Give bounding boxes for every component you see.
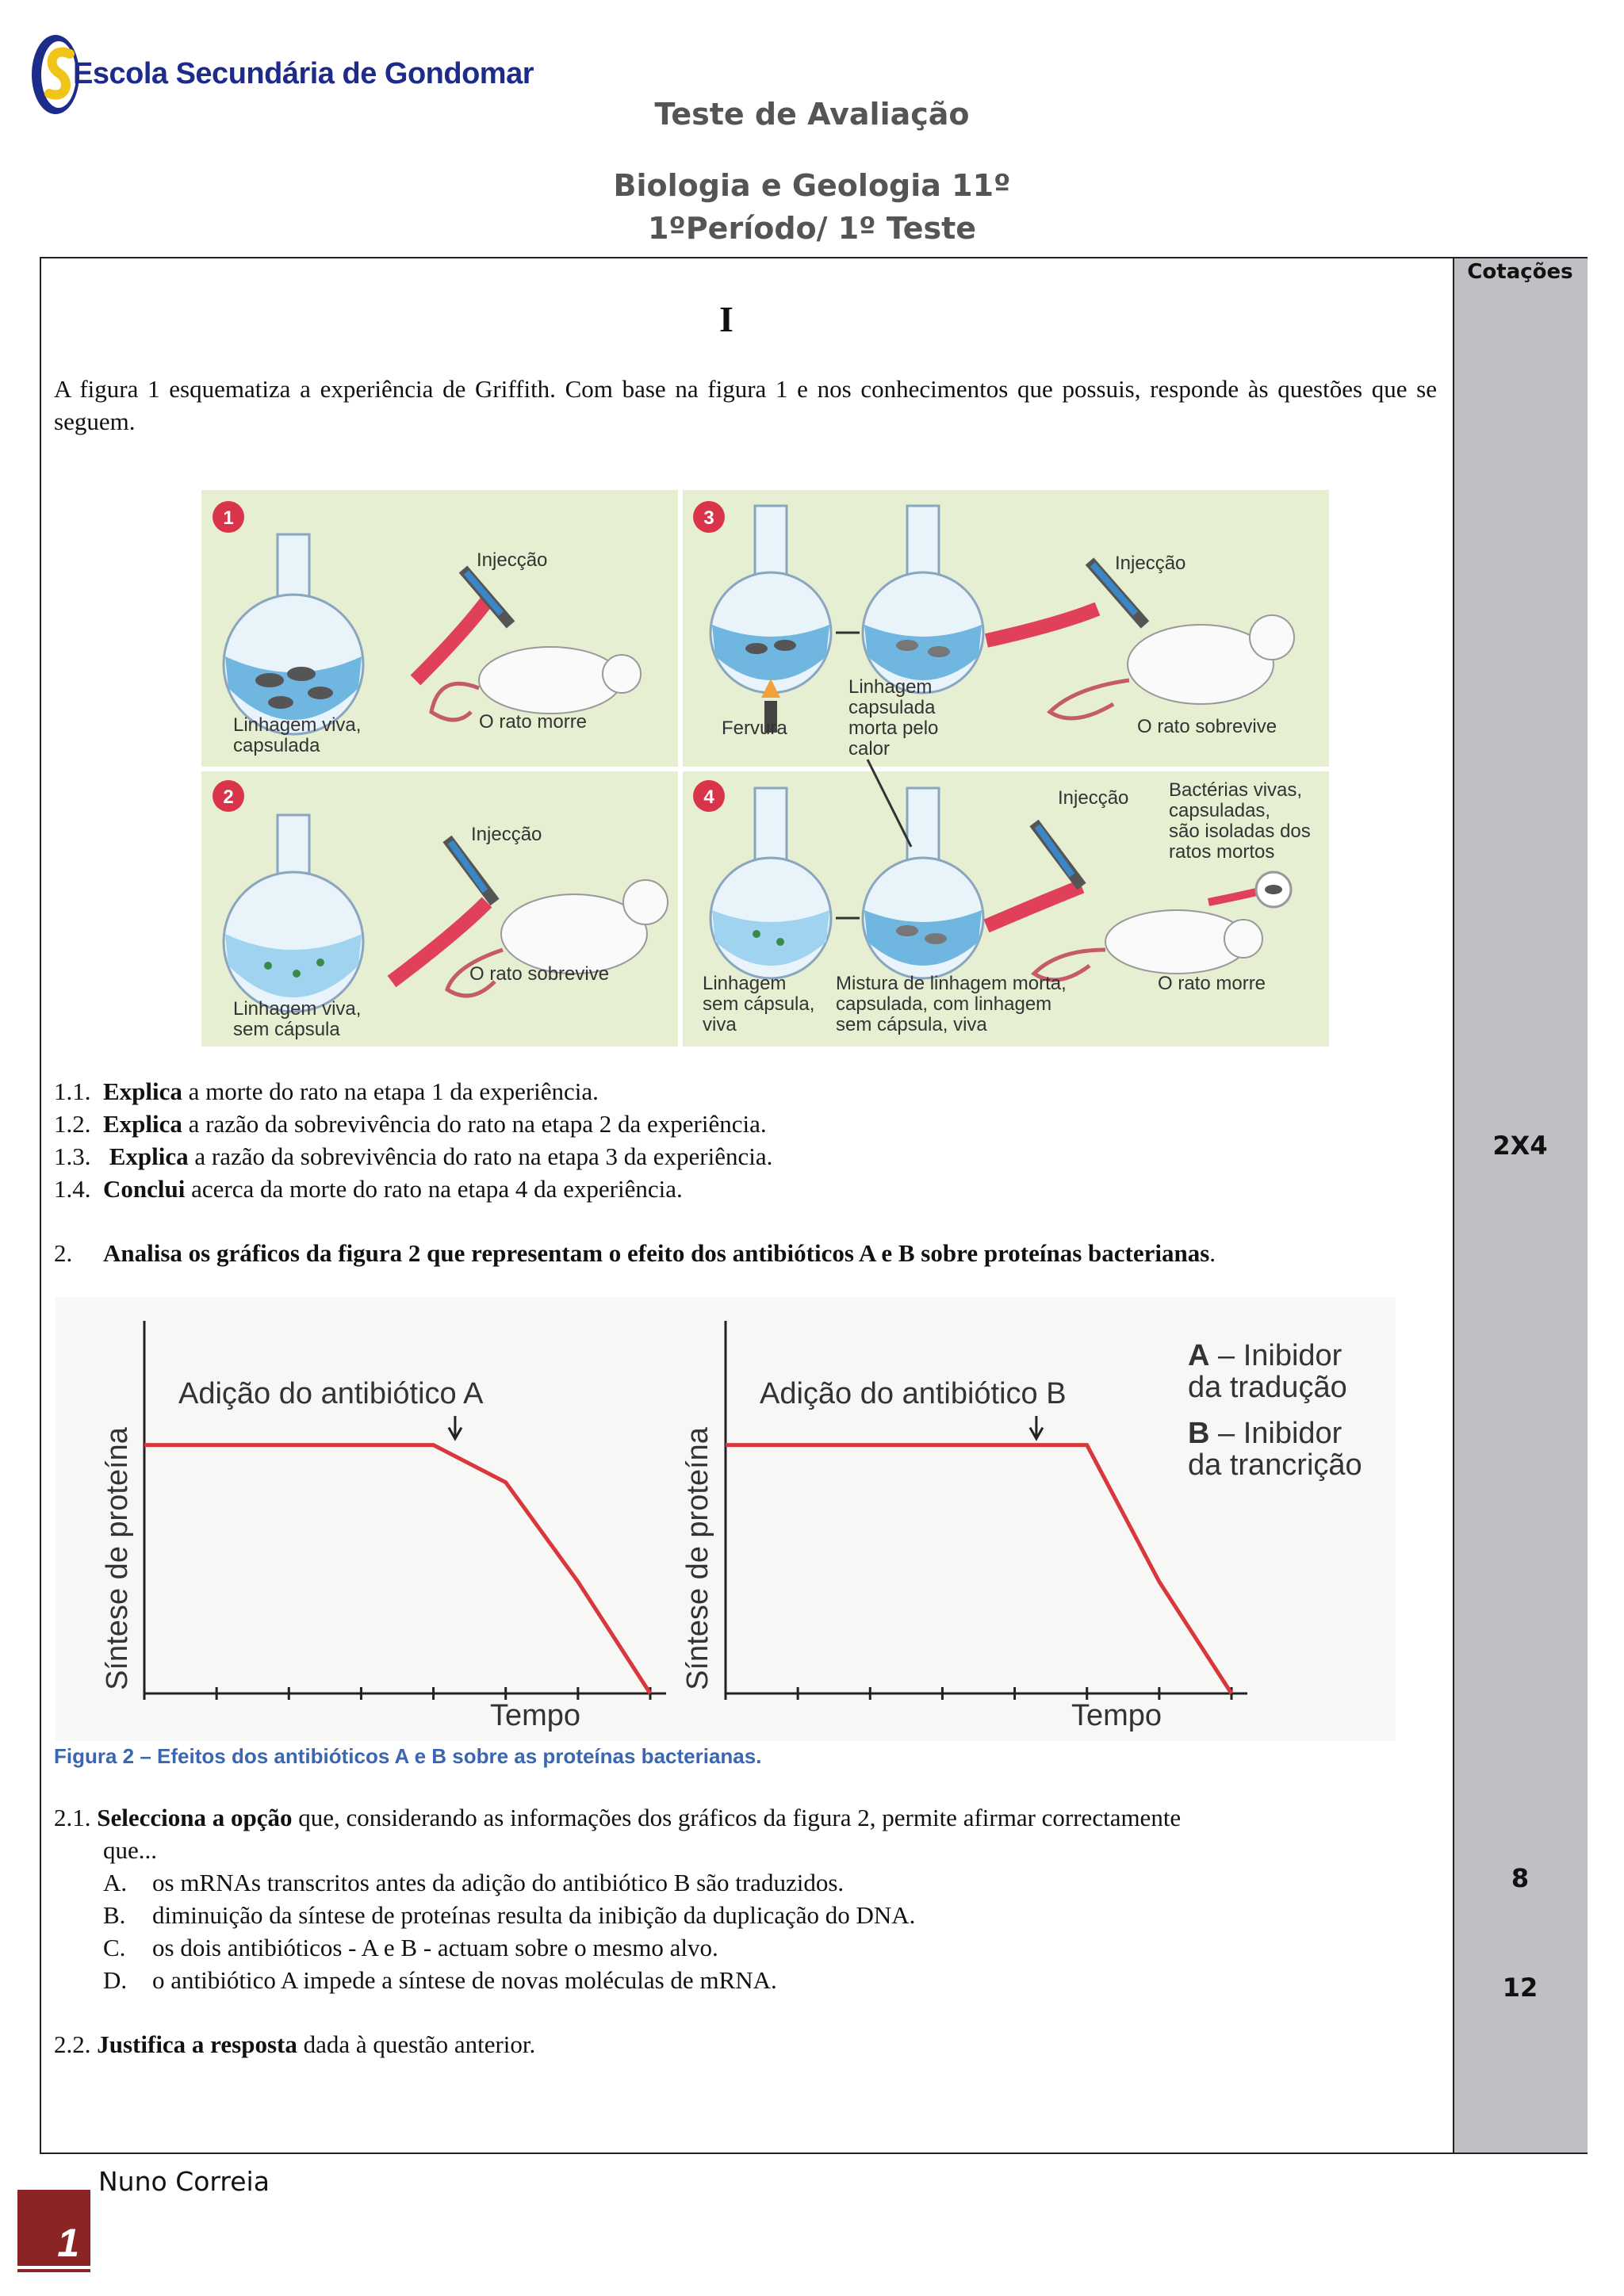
question-verb: Explica <box>103 1077 182 1105</box>
cotacao-q2-1: 8 <box>1511 1863 1530 1893</box>
chart-a-xlabel: Tempo <box>489 1699 581 1732</box>
question-number: 1.3. <box>54 1142 91 1170</box>
p4-strain-label-3: viva <box>703 1014 737 1035</box>
legend-a-key: A <box>1188 1339 1210 1372</box>
legend-b-text-2: da trancrição <box>1188 1448 1362 1482</box>
question-text: a razão da sobrevivência do rato na etapa 2 da experiência. <box>182 1110 767 1138</box>
chart-b-title: Adição do antibiótico B <box>760 1377 1067 1410</box>
option-letter: C. <box>103 1934 126 1961</box>
option-letter: D. <box>103 1966 128 1994</box>
p1-strain-label-2: capsulada <box>233 735 320 756</box>
school-name: Escola Secundária de Gondomar <box>73 57 534 90</box>
question-number: 2.1. <box>54 1804 91 1831</box>
badge-4: 4 <box>703 786 714 808</box>
page-number-underline <box>17 2269 90 2272</box>
question-1-3 <box>54 1140 1437 1173</box>
period-title: 1ºPeríodo/ 1º Teste <box>647 211 977 246</box>
p3-boil-label: Fervura <box>722 718 787 739</box>
p2-result-label: O rato sobrevive <box>469 963 610 985</box>
cotacao-q1: 2X4 <box>1492 1131 1548 1161</box>
legend-b-text: – Inibidor <box>1209 1417 1342 1450</box>
p4-result-label: O rato morre <box>1158 973 1266 994</box>
cotacoes-title: Cotações <box>1467 260 1573 284</box>
author-name: Nuno Correia <box>98 2166 270 2197</box>
question-text: a morte do rato na etapa 1 da experiência. <box>182 1077 599 1105</box>
step-badge <box>213 501 244 533</box>
question-verb: Explica <box>103 1142 189 1170</box>
question-end: . <box>1209 1239 1216 1267</box>
question-1-1 <box>54 1075 1437 1108</box>
p1-strain-label: Linhagem viva, <box>233 714 362 736</box>
question-verb: Conclui <box>103 1175 186 1203</box>
question-text: que, considerando as informações dos gráficos da figura 2, permite afirmar correctamente <box>292 1804 1182 1831</box>
question-text: acerca da morte do rato na etapa 4 da experiência. <box>185 1175 683 1203</box>
p4-isolated-label-3: são isoladas dos <box>1169 821 1311 842</box>
question-2-2 <box>54 2028 1437 2061</box>
antibiotic-charts <box>56 1297 1396 1741</box>
question-text: dada à questão anterior. <box>297 2030 536 2058</box>
petri-dish-icon <box>1256 872 1291 907</box>
legend-b-key: B <box>1188 1417 1210 1450</box>
section-intro: A figura 1 esquematiza a experiência de Griffith. Com base na figura 1 e nos conhecimentos que possuis, responde às questões que se seguem. <box>54 375 1437 435</box>
p1-result-label: O rato morre <box>479 711 588 733</box>
question-verb: Explica <box>103 1110 182 1138</box>
figure-2-caption: Figura 2 – Efeitos dos antibióticos A e B sobre as proteínas bacterianas. <box>54 1744 762 1768</box>
badge-1: 1 <box>223 507 234 529</box>
p3-result-label: O rato sobrevive <box>1137 716 1277 737</box>
p4-strain-label: Linhagem <box>703 973 787 994</box>
legend-a-text: – Inibidor <box>1209 1339 1342 1372</box>
page-number: 1 <box>57 2221 79 2265</box>
question-2-1 <box>54 1801 1437 1834</box>
griffith-figure <box>201 490 1329 1047</box>
svg-text:A – Inibidor <box>1188 1339 1342 1372</box>
option-c <box>103 1931 718 1964</box>
p2-injection-label: Injecção <box>471 824 542 845</box>
question-1-4 <box>54 1173 1437 1205</box>
option-text: diminuição da síntese de proteínas resulta da inibição da duplicação do DNA. <box>152 1901 916 1929</box>
option-b <box>103 1899 915 1931</box>
option-text: o antibiótico A impede a síntese de novas moléculas de mRNA. <box>152 1966 777 1994</box>
badge-2: 2 <box>223 786 234 808</box>
p4-mix-label-2: capsulada, com linhagem <box>836 993 1052 1015</box>
p3-strain-label: Linhagem <box>848 676 933 698</box>
chart-b-ylabel: Síntese de proteína <box>681 1427 714 1690</box>
test-title: Teste de Avaliação <box>654 97 970 132</box>
question-number: 1.1. <box>54 1077 91 1105</box>
question-number: 2.2. <box>54 2030 91 2058</box>
svg-text:B – Inibidor <box>1188 1417 1342 1450</box>
badge-3: 3 <box>703 507 714 529</box>
p3-strain-label-2: capsulada <box>848 697 936 718</box>
question-verb: Selecciona a opção <box>97 1804 293 1831</box>
option-d <box>103 1964 777 1996</box>
p4-isolated-label-4: ratos mortos <box>1169 841 1275 863</box>
p4-mix-label: Mistura de linhagem morta, <box>836 973 1067 994</box>
chart-b-xlabel: Tempo <box>1071 1699 1162 1732</box>
question-2 <box>54 1237 1437 1269</box>
p4-isolated-label-2: capsuladas, <box>1169 800 1271 821</box>
question-number: 2. <box>54 1239 73 1267</box>
p3-strain-label-3: morta pelo <box>848 718 939 739</box>
question-number: 1.2. <box>54 1110 91 1138</box>
p4-injection-label: Injecção <box>1058 787 1129 809</box>
p3-strain-label-4: calor <box>848 738 891 760</box>
option-letter: A. <box>103 1869 128 1896</box>
step-badge <box>693 780 725 812</box>
question-1-2 <box>54 1108 1437 1140</box>
p4-strain-label-2: sem cápsula, <box>703 993 815 1015</box>
cotacao-q2-2: 12 <box>1502 1973 1538 2003</box>
question-text: Analisa os gráficos da figura 2 que representam o efeito dos antibióticos A e B sobre proteínas bacterianas <box>103 1239 1210 1267</box>
legend-a-text-2: da tradução <box>1188 1371 1347 1404</box>
chart-a-ylabel: Síntese de proteína <box>101 1427 134 1690</box>
step-badge <box>213 780 244 812</box>
section-numeral: I <box>719 299 733 339</box>
option-text: os mRNAs transcritos antes da adição do antibiótico B são traduzidos. <box>152 1869 845 1896</box>
option-letter: B. <box>103 1901 126 1929</box>
p3-injection-label: Injecção <box>1115 553 1186 574</box>
chart-a-title: Adição do antibiótico A <box>178 1377 484 1410</box>
p1-injection-label: Injecção <box>477 549 548 571</box>
step-badge <box>693 501 725 533</box>
question-number: 1.4. <box>54 1175 91 1203</box>
p2-strain-label-2: sem cápsula <box>233 1019 340 1040</box>
p4-isolated-label: Bactérias vivas, <box>1169 779 1303 801</box>
question-verb: Justifica a resposta <box>97 2030 297 2058</box>
p2-strain-label: Linhagem viva, <box>233 998 362 1020</box>
question-text: a razão da sobrevivência do rato na etapa 3 da experiência. <box>188 1142 773 1170</box>
option-text: os dois antibióticos - A e B - actuam sobre o mesmo alvo. <box>152 1934 718 1961</box>
p4-mix-label-3: sem cápsula, viva <box>836 1014 987 1035</box>
option-a <box>103 1866 844 1899</box>
subject-title: Biologia e Geologia 11º <box>613 168 1011 203</box>
question-2-1-cont: que... <box>103 1836 158 1864</box>
